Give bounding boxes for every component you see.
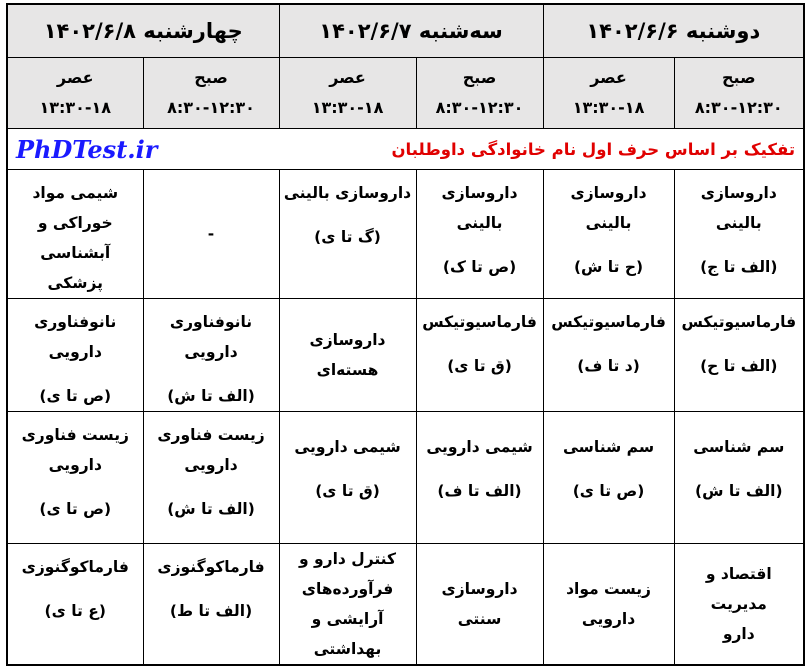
session-name: عصر [56,68,94,87]
subject-name: کنترل دارو و [299,550,397,568]
schedule-cell [7,170,143,299]
name-range: (ص تا ی) [39,387,112,405]
schedule-cell [543,412,674,544]
schedule-cell [279,412,416,544]
subject-name: دارویی [581,610,636,628]
subject-name: داروسازی هسته‌ای [309,331,386,379]
subject-name: فارماسیوتیکس [422,313,537,331]
name-range: (الف تا ح) [700,357,778,375]
subject-name: آرایشی و بهداشتی [311,610,384,658]
session-name: عصر [329,68,366,87]
name-range: (الف تا ف) [437,482,522,500]
session-header [416,58,543,129]
subject-name: نانوفناوری دارویی [169,313,253,361]
session-time: ۸:۳۰-۱۲:۳۰ [167,98,255,117]
banner-row [7,129,804,170]
name-range: (ص تا ک) [442,258,517,276]
schedule-cell [543,299,674,412]
subject-name: فارماسیوتیکس [551,313,666,331]
name-range: (الف تا ج) [700,258,778,276]
session-name: عصر [590,68,627,87]
schedule-cell [674,170,804,299]
session-header [279,58,416,129]
subject-name: شیمی مواد [32,184,119,202]
subject-name: دارویی [184,456,238,474]
schedule-cell [143,544,279,666]
subject-name: دارو [722,625,755,643]
subject-name: اقتصاد و مدیریت [705,565,772,613]
schedule-cell [416,170,543,299]
schedule-cell [279,544,416,666]
table-row [7,544,804,666]
table-row [7,412,804,544]
subject-name: داروسازی بالینی [441,184,518,232]
schedule-cell [143,170,279,299]
subject-name: نانوفناوری دارویی [34,313,117,361]
session-name: صبح [722,68,756,87]
day-header: سه‌شنبه ۱۴۰۲/۶/۷ [279,4,543,58]
subject-name: سم شناسی [693,438,785,456]
name-range: (ص تا ی) [572,482,645,500]
day-header-row [7,4,804,58]
subject-name: آبشناسی پزشکی [40,244,111,292]
day-header: دوشنبه ۱۴۰۲/۶/۶ [543,4,804,58]
site-logo: PhDTest.ir [16,134,158,164]
session-header-row [7,58,804,129]
name-range: (د تا ف) [577,357,640,375]
subject-name: سم شناسی [562,438,655,456]
session-header [143,58,279,129]
subject-name: داروسازی بالینی [570,184,647,232]
session-name: صبح [462,68,497,87]
schedule-cell [543,544,674,666]
schedule-cell [674,299,804,412]
subject-name: - [207,225,215,243]
banner-text: تفکیک بر اساس حرف اول نام خانوادگی داوطلبان [391,139,796,159]
schedule-cell [279,299,416,412]
name-range: (ق تا ی) [315,482,380,500]
session-header [7,58,143,129]
schedule-cell [7,299,143,412]
name-range: (ع تا ی) [44,602,106,620]
subject-name: فارماسیوتیکس [681,313,797,331]
schedule-cell [674,544,804,666]
schedule-cell [7,544,143,666]
schedule-cell [7,412,143,544]
subject-name: فرآورده‌های [301,580,394,598]
schedule-cell [279,170,416,299]
exam-schedule [6,3,803,658]
name-range: (الف تا ش) [167,500,255,518]
session-header [543,58,674,129]
subject-name: زیست مواد [566,580,651,598]
subject-name: فارماکوگنوزی [21,558,129,576]
day-header: چهارشنبه ۱۴۰۲/۶/۸ [7,4,279,58]
table-row [7,170,804,299]
schedule-table [6,3,805,666]
subject-name: شیمی دارویی [294,438,401,456]
name-range: (الف تا ط) [169,602,253,620]
subject-name: داروسازی بالینی [700,184,777,232]
subject-name: زیست فناوری [157,426,265,444]
subject-name: داروسازی بالینی [283,184,412,202]
session-time: ۸:۳۰-۱۲:۳۰ [435,98,524,117]
schedule-cell [416,412,543,544]
session-time: ۱۳:۳۰-۱۸ [311,98,384,117]
subject-name: زیست فناوری [21,426,129,444]
name-range: (الف تا ش) [167,387,255,405]
name-range: (ق تا ی) [447,357,512,375]
session-time: ۱۳:۳۰-۱۸ [572,98,645,117]
schedule-cell [543,170,674,299]
subject-name: دارویی [48,456,102,474]
name-range: (الف تا ش) [694,482,783,500]
subject-name: شیمی دارویی [426,438,533,456]
session-time: ۸:۳۰-۱۲:۳۰ [694,98,783,117]
session-name: صبح [194,68,228,87]
name-range: (گ تا ی) [314,228,381,246]
schedule-cell [416,299,543,412]
subject-name: خوراکی و [37,214,113,232]
subject-name: فارماکوگنوزی [157,558,265,576]
name-range: (ص تا ی) [39,500,112,518]
subject-name: داروسازی سنتی [441,580,518,628]
schedule-cell [674,412,804,544]
session-time: ۱۳:۳۰-۱۸ [39,98,112,117]
schedule-cell [143,412,279,544]
session-header [674,58,804,129]
name-range: (ح تا ش) [573,258,644,276]
schedule-cell [143,299,279,412]
schedule-cell [416,544,543,666]
table-row [7,299,804,412]
